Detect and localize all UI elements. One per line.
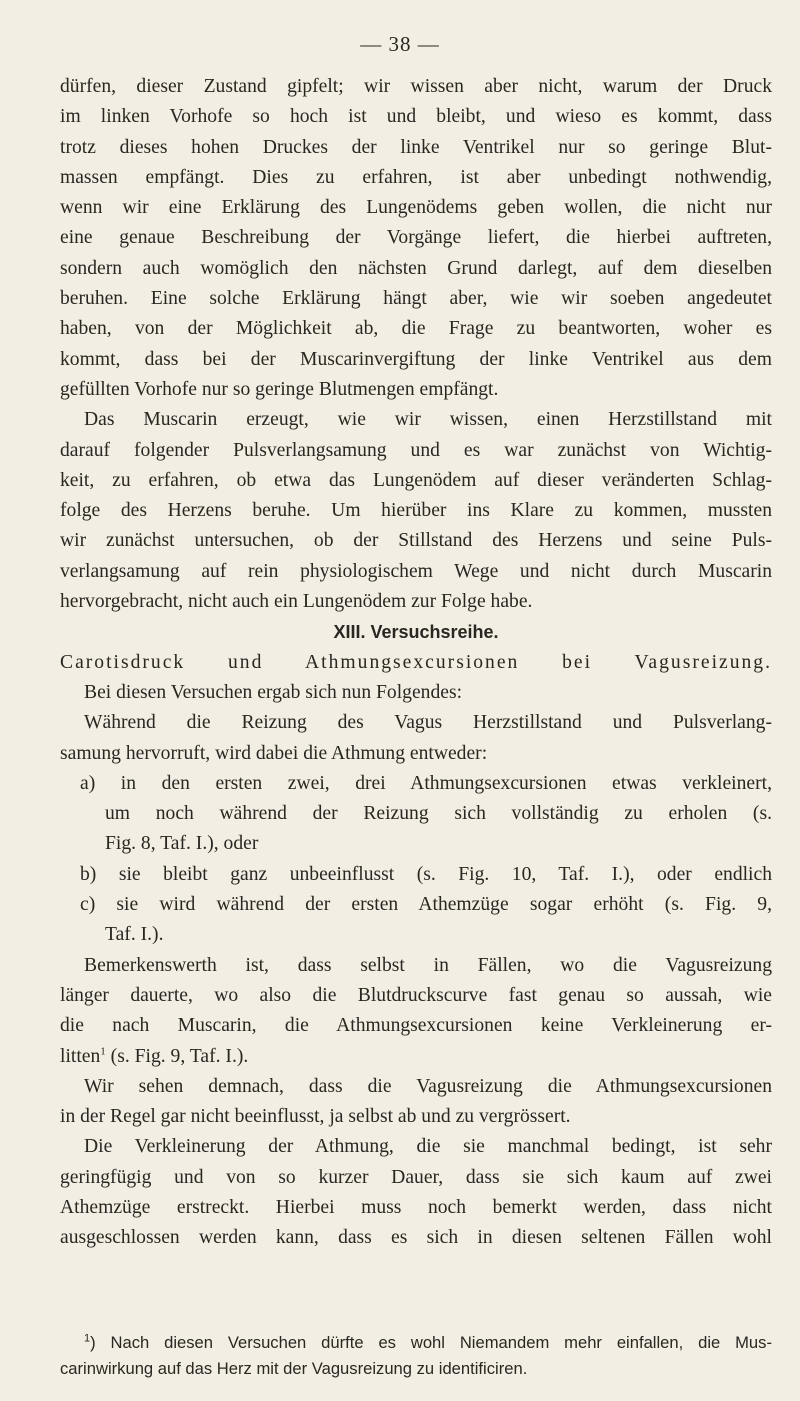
text-line: beruhen. Eine solche Erklärung hängt aber, wie wir soeben angedeutet <box>60 288 772 310</box>
text-line: wenn wir eine Erklärung des Lungenödems geben wollen, die nicht nur <box>60 197 772 219</box>
list-item-continuation: Fig. 8, Taf. I.), oder <box>105 833 259 855</box>
section-subtitle: Carotisdruck und Athmungsexcursionen bei Vagusreizung. <box>60 651 772 673</box>
text-line: geringfügig und von so kurzer Dauer, dass sie sich kaum auf zwei <box>60 1166 772 1188</box>
text-fragment: litten <box>60 1045 101 1067</box>
text-line: die nach Muscarin, die Athmungsexcursionen keine Verkleinerung er- <box>60 1015 772 1037</box>
footnote <box>60 1330 772 1382</box>
text-line: gefüllten Vorhofe nur so geringe Blutmengen empfängt. <box>60 378 499 400</box>
text-line <box>60 1042 772 1072</box>
footnote-line: carinwirkung auf das Herz mit der Vagusreizung zu identificiren. <box>60 1359 528 1378</box>
list-item: a) in den ersten zwei, drei Athmungsexcursionen etwas verkleinert, <box>80 772 772 794</box>
text-line: kommt, dass bei der Muscarinvergiftung der linke Ventrikel aus dem <box>60 348 772 370</box>
text-line: keit, zu erfahren, ob etwa das Lungenödem auf dieser veränderten Schlag- <box>60 469 772 491</box>
page-number: — 38 — <box>360 32 440 56</box>
text-line: Athemzüge erstreckt. Hierbei muss noch bemerkt werden, dass nicht <box>60 1196 772 1218</box>
text-line: samung hervorruft, wird dabei die Athmung entweder: <box>60 742 488 764</box>
list-item: c) sie wird während der ersten Athemzüge sogar erhöht (s. Fig. 9, <box>80 894 772 916</box>
section-heading: XIII. Versuchsreihe. <box>333 622 499 643</box>
text-line: Wir sehen demnach, dass die Vagusreizung die Athmungsexcursionen <box>84 1075 772 1097</box>
text-fragment: (s. Fig. 9, Taf. I.). <box>105 1045 249 1067</box>
text-line: ausgeschlossen werden kann, dass es sich in diesen seltenen Fällen wohl <box>60 1227 772 1249</box>
footnote-reference: 1 <box>100 1044 106 1057</box>
text-line: eine genaue Beschreibung der Vorgänge liefert, die hierbei auftreten, <box>60 227 772 249</box>
list-item: b) sie bleibt ganz unbeeinflusst (s. Fig. 10, Taf. I.), oder endlich <box>80 863 772 885</box>
text-line: in der Regel gar nicht beeinflusst, ja selbst ab und zu vergrössert. <box>60 1106 571 1128</box>
footnote-marker: 1 <box>84 1332 91 1345</box>
text-line: Bei diesen Versuchen ergab sich nun Folgendes: <box>84 681 463 703</box>
text-line: Während die Reizung des Vagus Herzstillstand und Pulsverlang- <box>84 712 772 734</box>
text-line: massen empfängt. Dies zu erfahren, ist aber unbedingt nothwendig, <box>60 166 772 188</box>
list-item-continuation: Taf. I.). <box>105 924 164 946</box>
text-line: Das Muscarin erzeugt, wie wir wissen, einen Herzstillstand mit <box>84 409 772 431</box>
body-text <box>60 72 772 1254</box>
text-line: im linken Vorhofe so hoch ist und bleibt, und wieso es kommt, dass <box>60 106 772 128</box>
text-line: Die Verkleinerung der Athmung, die sie manchmal bedingt, ist sehr <box>84 1136 772 1158</box>
text-line: wir zunächst untersuchen, ob der Stillstand des Herzens und seine Puls- <box>60 530 772 552</box>
footnote-line <box>60 1330 772 1356</box>
text-line: darauf folgender Pulsverlangsamung und es war zunächst von Wichtig- <box>60 439 772 461</box>
text-line: trotz dieses hohen Druckes der linke Ventrikel nur so geringe Blut- <box>60 136 772 158</box>
text-line: dürfen, dieser Zustand gipfelt; wir wissen aber nicht, warum der Druck <box>60 76 772 97</box>
text-line: verlangsamung auf rein physiologischem Wege und nicht durch Muscarin <box>60 560 772 582</box>
text-line: folge des Herzens beruhe. Um hierüber ins Klare zu kommen, mussten <box>60 500 772 522</box>
footnote-text: ) Nach diesen Versuchen dürfte es wohl Niemandem mehr einfallen, die Mus- <box>90 1333 772 1352</box>
text-line: länger dauerte, wo also die Blutdruckscurve fast genau so aussah, wie <box>60 984 772 1006</box>
list-item-continuation: um noch während der Reizung sich vollständig zu erholen (s. <box>105 803 772 825</box>
text-line: hervorgebracht, nicht auch ein Lungenödem zur Folge habe. <box>60 591 533 613</box>
text-line: Bemerkenswerth ist, dass selbst in Fällen, wo die Vagusreizung <box>84 954 772 976</box>
text-line: sondern auch womöglich den nächsten Grund darlegt, auf dem dieselben <box>60 257 772 279</box>
text-line: haben, von der Möglichkeit ab, die Frage zu beantworten, woher es <box>60 318 772 340</box>
